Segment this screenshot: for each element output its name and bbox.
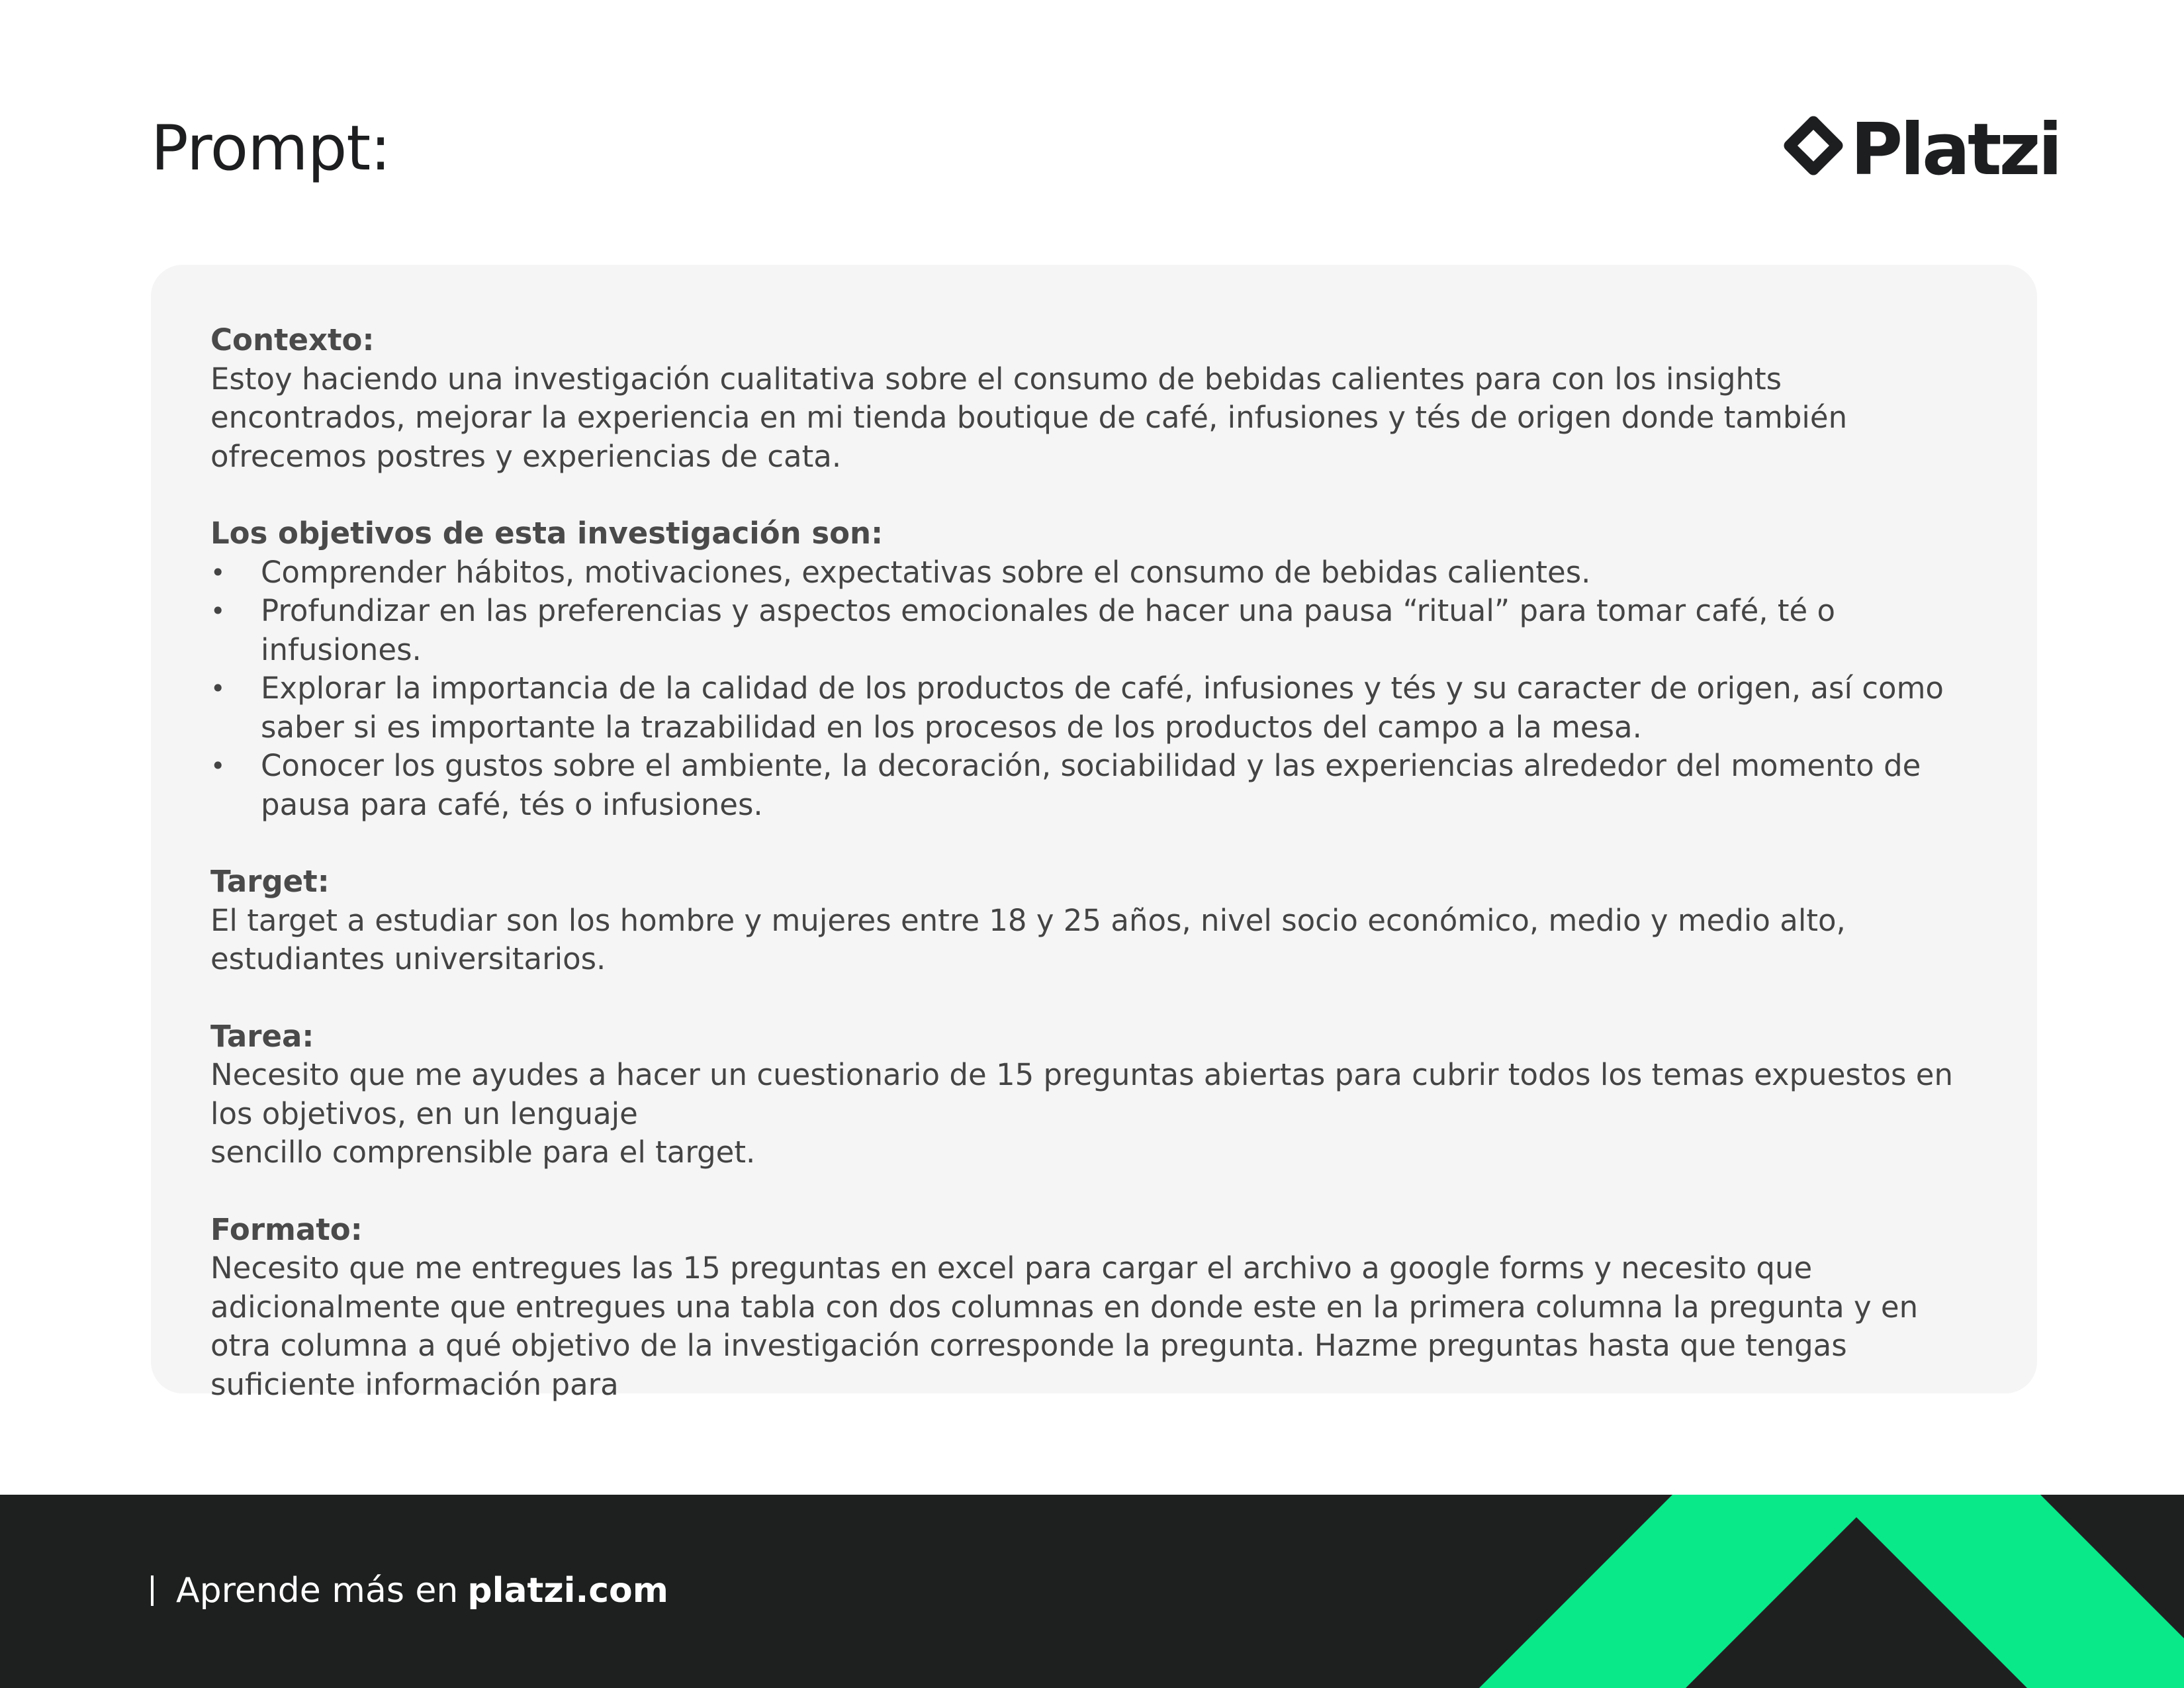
context-text: Estoy haciendo una investigación cualitativa sobre el consumo de bebidas calientes para con los insights encontrados, mejorar la experiencia en mi tienda boutique de café, infusiones y tés de origen donde también ofrecemos postres y experiencias de cata.	[210, 361, 1848, 474]
platzi-logo[interactable]	[1780, 109, 2060, 191]
objective-text: Profundizar en las preferencias y aspectos emocionales de hacer una pausa “ritual” para tomar café, té o infusiones.	[261, 593, 1836, 667]
target-text: El target a estudiar son los hombre y mujeres entre 18 y 25 años, nivel socio económico, medio y medio alto, estudiantes universitarios.	[210, 902, 1846, 976]
page-title: Prompt:	[151, 113, 390, 185]
list-item	[210, 553, 1978, 592]
objective-text: Explorar la importancia de la calidad de los productos de café, infusiones y tés y su caracter de origen, así como saber si es importante la trazabilidad en los procesos de los productos del campo a la mesa.	[261, 671, 1944, 745]
format-text: Necesito que me entregues las 15 preguntas en excel para cargar el archivo a google forms y necesito que adicionalmente que entregues una tabla con dos columnas en donde este en la primera columna la pregunta y en otra columna a qué objetivo de la investigación corresponde la pregunta. Hazme preguntas hasta que tengas suficiente información para	[210, 1250, 1919, 1402]
task-text-line-2: sencillo comprensible para el target.	[210, 1135, 756, 1170]
task-section	[210, 1017, 1978, 1172]
footer	[0, 1495, 2184, 1688]
objectives-heading: Los objetivos de esta investigación son:	[210, 516, 884, 551]
format-section	[210, 1211, 1978, 1405]
bullet-icon: •	[210, 596, 226, 626]
task-text-line-1: Necesito que me ayudes a hacer un cuestionario de 15 preguntas abiertas para cubrir todos los temas expuestos en los objetivos, en un lenguaje	[210, 1057, 1953, 1131]
objectives-section	[210, 514, 1978, 824]
context-section	[210, 321, 1978, 476]
task-heading: Tarea:	[210, 1018, 314, 1054]
divider	[151, 1575, 154, 1606]
target-section	[210, 863, 1978, 979]
brand-name: Platzi	[1850, 109, 2060, 191]
footer-label: Aprende más en	[176, 1571, 459, 1611]
objective-text: Conocer los gustos sobre el ambiente, la decoración, sociabilidad y las experiencias alrededor del momento de pausa para café, tés o infusiones.	[261, 748, 1921, 822]
objective-text: Comprender hábitos, motivaciones, expectativas sobre el consumo de bebidas calientes.	[261, 554, 1591, 590]
bullet-icon: •	[210, 674, 226, 703]
footer-url[interactable]: platzi.com	[467, 1571, 668, 1611]
prompt-card	[151, 265, 2037, 1402]
list-item	[210, 669, 1978, 747]
platzi-logo-icon	[1780, 114, 1846, 187]
list-item	[210, 747, 1978, 824]
footer-link[interactable]	[151, 1568, 668, 1614]
context-heading: Contexto:	[210, 322, 375, 357]
bullet-icon: •	[210, 751, 226, 780]
objectives-list	[210, 553, 1978, 825]
format-heading: Formato:	[210, 1211, 363, 1247]
target-heading: Target:	[210, 864, 330, 899]
bullet-icon: •	[210, 557, 226, 587]
list-item	[210, 592, 1978, 669]
